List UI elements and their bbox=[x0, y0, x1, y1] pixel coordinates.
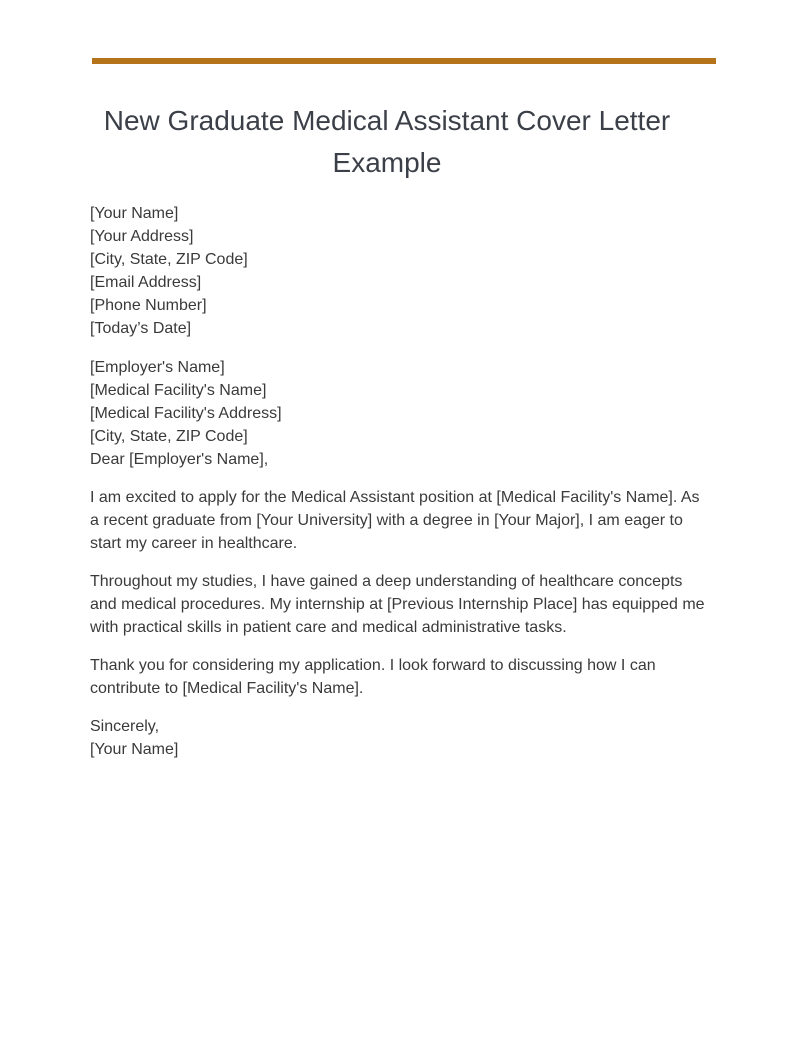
letter-date: [Today’s Date] bbox=[90, 320, 192, 337]
sender-name: [Your Name] bbox=[90, 205, 179, 222]
recipient-name: [Employer's Name] bbox=[90, 359, 225, 376]
sender-email: [Email Address] bbox=[90, 274, 202, 291]
sender-block bbox=[90, 202, 710, 340]
sender-phone: [Phone Number] bbox=[90, 297, 207, 314]
recipient-block bbox=[90, 356, 710, 471]
paragraph-experience: Throughout my studies, I have gained a deep understanding of healthcare concepts and medical procedures. My internship at [Previous Internship Place] has equipped me with practical skills in patient care and medical administrative tasks. bbox=[90, 573, 705, 636]
paragraph-thanks: Thank you for considering my application. I look forward to discussing how I can contribute to [Medical Facility's Name]. bbox=[90, 657, 656, 697]
sender-address: [Your Address] bbox=[90, 228, 194, 245]
paragraph-intro: I am excited to apply for the Medical Assistant position at [Medical Facility's Name]. As a recent graduate from [Your University] with a degree in [Your Major], I am eager to start my career in healthcare. bbox=[90, 489, 700, 552]
closing: Sincerely, bbox=[90, 718, 160, 735]
recipient-city-state-zip: [City, State, ZIP Code] bbox=[90, 428, 248, 445]
sender-city-state-zip: [City, State, ZIP Code] bbox=[90, 251, 248, 268]
recipient-facility-address: [Medical Facility's Address] bbox=[90, 405, 282, 422]
closing-block bbox=[90, 715, 710, 761]
salutation: Dear [Employer's Name], bbox=[90, 451, 269, 468]
recipient-facility-name: [Medical Facility's Name] bbox=[90, 382, 267, 399]
document-title: New Graduate Medical Assistant Cover Letter Example bbox=[103, 105, 671, 178]
signature: [Your Name] bbox=[90, 741, 179, 758]
header-accent-rule bbox=[92, 58, 716, 64]
letter-body bbox=[90, 202, 710, 761]
